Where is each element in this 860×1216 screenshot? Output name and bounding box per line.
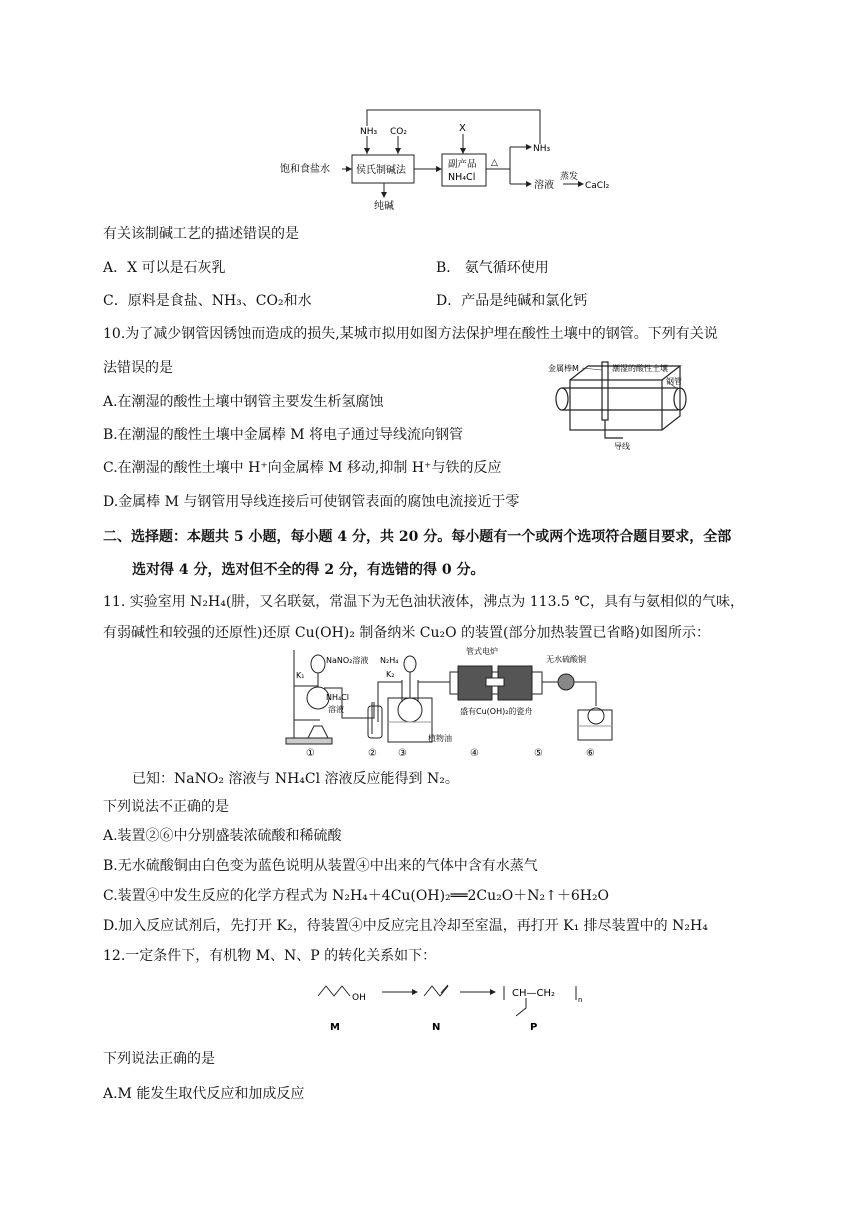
flow-input: 饱和食盐水: [280, 164, 330, 175]
flow-co2: CO₂: [390, 127, 407, 137]
q10-fig-rod: 金属棒M: [548, 364, 579, 373]
q11-option-a: A.装置②⑥中分别盛装浓硫酸和稀硫酸: [103, 828, 342, 844]
flow-byproduct-1: 副产品: [448, 159, 477, 170]
q11-fig-cuso4: 无水硫酸铜: [546, 655, 586, 664]
q12-label-p: P: [530, 1022, 538, 1033]
flow-cacl2: CaCl₂: [585, 181, 610, 191]
q11-option-d: D.加入反应试剂后，先打开 K₂，待装置④中反应完且冷却至室温，再打开 K₁ 排尽装置中的 N₂H₄: [103, 918, 708, 934]
q11-fig-label-2: ②: [368, 748, 377, 759]
q11-fig-nh4cl-1: NH₄Cl: [326, 693, 350, 702]
q11-fig-label-4: ④: [470, 748, 479, 759]
q11-fig-nh4cl-2: 溶液: [328, 705, 344, 714]
q9-option-c: C．原料是食盐、NH₃、CO₂和水: [103, 293, 312, 309]
q11-fig-label-1: ①: [306, 748, 315, 759]
q12-stem: 12.一定条件下，有机物 M、N、P 的转化关系如下：: [103, 948, 437, 964]
flow-x: X: [459, 123, 466, 134]
q9-option-d: D．产品是纯碱和氯化钙: [436, 293, 588, 309]
flow-nh3-out: NH₃: [533, 144, 551, 154]
q10-stem-1: 10.为了减少钢管因锈蚀而造成的损失,某城市拟用如图方法保护埋在酸性土壤中的钢管。下列有关说: [103, 326, 718, 342]
q10-stem-2: 法错误的是: [103, 360, 173, 376]
q11-fig-k2: K₂: [386, 670, 395, 679]
q11-fig-label-5: ⑤: [534, 748, 543, 759]
q11-apparatus-figure: [284, 642, 614, 760]
flow-nh3-top: NH₃: [360, 127, 378, 137]
flow-solution: 溶液: [534, 180, 554, 191]
q10-option-a: A.在潮湿的酸性土壤中钢管主要发生析氢腐蚀: [103, 394, 384, 410]
flow-byproduct-2: NH₄Cl: [448, 172, 476, 183]
section2-line-2: 选对得 4 分，选对但不全的得 2 分，有选错的得 0 分。: [132, 562, 485, 578]
q11-ask: 下列说法不正确的是: [103, 799, 229, 815]
q12-oh: OH: [352, 993, 366, 1003]
flow-heat: △: [491, 158, 498, 168]
q12-subscript-n: n: [578, 996, 583, 1004]
q10-option-c: C.在潮湿的酸性土壤中 H⁺向金属棒 M 移动,抑制 H⁺与铁的反应: [103, 460, 502, 476]
q11-fig-label-6: ⑥: [586, 748, 595, 759]
q10-fig-pipe: 钢管: [666, 377, 682, 386]
q11-fig-boat: 盛有Cu(OH)₂的瓷舟: [460, 707, 533, 716]
q12-option-a: A.M 能发生取代反应和加成反应: [103, 1086, 305, 1102]
q11-fig-furnace: 管式电炉: [466, 647, 498, 656]
q12-reaction-figure: [314, 978, 594, 1040]
q12-ask: 下列说法正确的是: [103, 1051, 215, 1067]
q11-option-b: B.无水硫酸铜由白色变为蓝色说明从装置④中出来的气体中含有水蒸气: [103, 858, 538, 874]
q10-option-d: D.金属棒 M 与钢管用导线连接后可使钢管表面的腐蚀电流接近于零: [103, 494, 520, 510]
q11-stem-1: 11. 实验室用 N₂H₄(肼，又名联氨，常温下为无色油状液体，沸点为 113.5 ℃，具有与氨相似的气味，: [103, 594, 744, 610]
flow-evaporate: 蒸发: [560, 172, 579, 182]
q11-fig-nano2: NaNO₂溶液: [326, 656, 369, 665]
q12-label-n: N: [432, 1022, 441, 1033]
q9-option-b: B． 氨气循环使用: [436, 260, 549, 276]
q12-polymer: CH—CH₂: [512, 988, 556, 999]
q10-figure: [548, 358, 698, 450]
flow-output: 纯碱: [374, 201, 394, 212]
q12-label-m: M: [330, 1022, 340, 1033]
section2-line-1: 二、选择题：本题共 5 小题，每小题 4 分，共 20 分。每小题有一个或两个选项符合题目要求，全部: [103, 529, 732, 545]
q9-stem: 有关该制碱工艺的描述错误的是: [103, 226, 299, 242]
q11-stem-2: 有弱碱性和较强的还原性)还原 Cu(OH)₂ 制备纳米 Cu₂O 的装置(部分加热装置已省略)如图所示：: [103, 625, 710, 641]
q10-fig-wire: 导线: [614, 442, 630, 450]
q11-fig-label-3: ③: [398, 748, 407, 759]
flow-process: 侯氏制碱法: [356, 165, 406, 176]
flow-diagram: [280, 102, 620, 212]
q9-option-a: A．X 可以是石灰乳: [103, 260, 226, 276]
q10-option-b: B.在潮湿的酸性土壤中金属棒 M 将电子通过导线流向钢管: [103, 427, 463, 443]
q11-fig-n2h4: N₂H₄: [380, 656, 399, 665]
q10-fig-soil: 潮湿的酸性土壤: [612, 364, 668, 373]
q11-known: 已知：NaNO₂ 溶液与 NH₄Cl 溶液反应能得到 N₂。: [132, 771, 459, 787]
q11-option-c: C.装置④中发生反应的化学方程式为 N₂H₄＋4Cu(OH)₂══2Cu₂O＋N₂↑＋6H₂O: [103, 888, 610, 904]
q11-fig-k1: K₁: [296, 671, 305, 680]
q11-fig-oil: 植物油: [428, 734, 452, 743]
